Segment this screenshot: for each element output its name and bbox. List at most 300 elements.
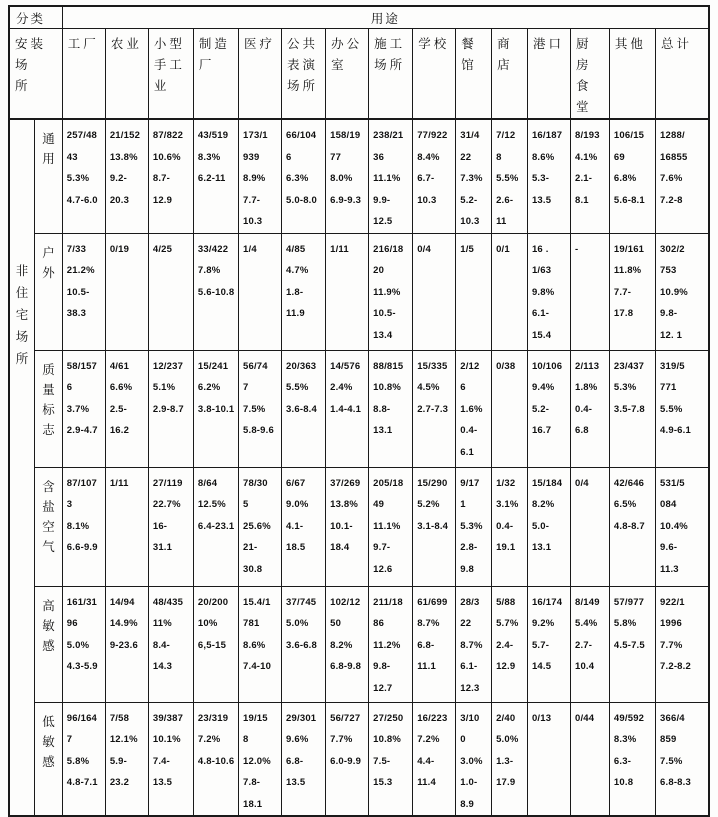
text-line: 感 xyxy=(42,638,55,653)
text-line: 1.4-4.1 xyxy=(330,403,362,415)
text-line: 8.6% xyxy=(531,151,555,163)
text-line: 37/269 xyxy=(330,477,361,489)
text-line: 6 xyxy=(66,382,73,393)
text-line: 173/1 xyxy=(243,130,268,141)
cell-low-sensitivity-total xyxy=(656,702,709,816)
text-line: 16.2 xyxy=(109,425,130,436)
cell-outdoor-kitchen-canteen xyxy=(570,233,609,350)
text-line: 10.4 xyxy=(574,661,595,672)
cell-outdoor-school xyxy=(413,233,456,350)
text-line: 制造 xyxy=(198,37,230,51)
text-line: 5.6-10.8 xyxy=(197,286,235,298)
row-label-outdoor xyxy=(35,233,63,350)
cell-quality-mark-other xyxy=(609,350,655,467)
text-line: 9-23.6 xyxy=(109,639,138,651)
text-line: 11.8% xyxy=(613,265,642,276)
text-line: 0/38 xyxy=(496,360,516,372)
text-line: 2.9-8.7 xyxy=(152,403,184,415)
text-line: 2.5- xyxy=(109,403,127,415)
text-line: 餐 xyxy=(461,37,477,51)
text-line: 厨 xyxy=(575,37,592,51)
text-line: 7.5% xyxy=(243,403,266,415)
cell-salty-air-school xyxy=(413,467,456,586)
text-line: 9.8 xyxy=(460,563,475,575)
cell-quality-mark-school xyxy=(413,350,456,467)
text-line: 小型 xyxy=(153,37,185,51)
text-line: 学校 xyxy=(418,37,450,51)
text-line: 11.1% xyxy=(373,173,401,184)
cell-salty-air-small-handicraft xyxy=(148,467,193,586)
text-line: 5.3% xyxy=(66,173,90,184)
text-line: 公共 xyxy=(287,37,319,51)
cell-low-sensitivity-port xyxy=(527,702,570,816)
cell-outdoor-manufacturing xyxy=(193,233,238,350)
cell-high-sensitivity-kitchen-canteen xyxy=(570,586,609,702)
text-line: 14/94 xyxy=(109,596,135,608)
cell-low-sensitivity-construction-site xyxy=(369,702,413,816)
text-line: 30.8 xyxy=(243,563,263,575)
text-line: 3.7% xyxy=(66,403,90,415)
text-line: 106/15 xyxy=(613,130,645,141)
text-line: 13.8% xyxy=(109,151,138,163)
cell-salty-air-kitchen-canteen xyxy=(570,467,609,586)
cell-salty-air-shop xyxy=(492,467,528,586)
text-line: 店 xyxy=(497,58,513,72)
cell-quality-mark-total xyxy=(656,350,709,467)
text-line: 5.7% xyxy=(496,618,519,629)
column-header-construction-site xyxy=(369,29,413,120)
text-line: 6.1- xyxy=(460,661,478,672)
text-line: 56/74 xyxy=(243,360,268,372)
text-line: 11.4 xyxy=(417,777,436,788)
text-line: 8.4- xyxy=(152,639,171,651)
text-line: 8.1 xyxy=(574,194,589,206)
cell-low-sensitivity-public-performance xyxy=(282,702,326,816)
text-line: 16- xyxy=(152,520,168,532)
text-line: 7/33 xyxy=(66,243,87,255)
text-line: 33/422 xyxy=(197,243,229,255)
text-line: 28/3 xyxy=(460,596,480,608)
text-line: 10.8% xyxy=(373,382,402,393)
text-line: 48/435 xyxy=(152,596,184,608)
text-line: 12.1% xyxy=(109,734,138,745)
text-line: 场 xyxy=(15,330,29,344)
text-line: 13.4 xyxy=(373,329,393,341)
text-line: 施工 xyxy=(374,37,406,51)
text-line: 7.7% xyxy=(330,734,353,745)
text-line: 319/5 xyxy=(660,360,685,372)
text-line: 38.3 xyxy=(66,308,87,319)
row-label-general xyxy=(35,119,63,233)
text-line: 1.8% xyxy=(574,382,598,393)
text-line: 20 xyxy=(373,265,385,276)
text-line: 非 xyxy=(15,264,29,278)
text-line: 10/106 xyxy=(531,360,563,372)
text-line: 5.0% xyxy=(66,639,90,651)
text-line: 1/32 xyxy=(496,477,516,489)
text-line: 8.1% xyxy=(66,520,90,532)
text-line: 2.6- xyxy=(496,194,514,206)
text-line: 用 xyxy=(42,152,55,166)
cell-low-sensitivity-restaurant xyxy=(456,702,492,816)
text-line: 922/1 xyxy=(660,596,685,608)
text-line: 158/19 xyxy=(330,130,361,141)
text-line: 6.8 xyxy=(574,425,589,436)
cell-general-shop xyxy=(492,119,528,233)
text-line: 20.3 xyxy=(109,194,130,206)
text-line: 业 xyxy=(153,79,170,93)
cell-quality-mark-manufacturing xyxy=(193,350,238,467)
text-line: 5.0% xyxy=(286,618,309,629)
column-header-office xyxy=(326,29,369,120)
text-line: 61/699 xyxy=(417,596,448,608)
text-line: 7.5- xyxy=(373,755,391,767)
text-line: 27/119 xyxy=(152,477,183,489)
cell-general-school xyxy=(413,119,456,233)
text-line: 5.2- xyxy=(460,194,478,206)
cell-quality-mark-port xyxy=(527,350,570,467)
installation-place-header-cell xyxy=(9,29,62,120)
cell-quality-mark-public-performance xyxy=(282,350,326,467)
text-line: 4/61 xyxy=(109,360,130,372)
cell-quality-mark-restaurant xyxy=(456,350,492,467)
text-line: 标 xyxy=(42,402,55,417)
cell-outdoor-public-performance xyxy=(282,233,326,350)
text-line: 6.8% xyxy=(613,173,637,184)
text-line: 9.8- xyxy=(373,661,391,672)
text-line: 753 xyxy=(660,265,677,276)
text-line: 感 xyxy=(42,754,55,769)
text-line: 15.4 xyxy=(531,329,552,341)
text-line: 1996 xyxy=(660,618,682,629)
text-line: 859 xyxy=(660,734,677,745)
cell-salty-air-medical xyxy=(239,467,282,586)
text-line: 10.8 xyxy=(613,777,634,788)
text-line: 22 xyxy=(460,151,472,163)
cell-salty-air-construction-site xyxy=(369,467,413,586)
cell-outdoor-total xyxy=(656,233,709,350)
text-line: 7/58 xyxy=(109,712,130,724)
cell-general-total xyxy=(656,119,709,233)
text-line: 5.8-9.6 xyxy=(243,425,274,436)
text-line: 6.6-9.9 xyxy=(66,542,98,553)
text-line: 工厂 xyxy=(67,37,99,51)
text-line: 4.1- xyxy=(286,520,304,532)
cell-high-sensitivity-construction-site xyxy=(369,586,413,702)
cell-outdoor-factory xyxy=(62,233,105,350)
text-line: 7.4- xyxy=(152,755,171,767)
text-line: 88/815 xyxy=(373,360,404,372)
cell-quality-mark-agriculture xyxy=(105,350,148,467)
text-line: 78/30 xyxy=(243,477,268,489)
table-body xyxy=(9,119,709,816)
text-line: 0/19 xyxy=(109,243,130,255)
text-line: 3.1% xyxy=(496,499,519,510)
text-line: 8.0% xyxy=(330,173,353,184)
cell-low-sensitivity-school xyxy=(413,702,456,816)
text-line: 场所 xyxy=(287,79,319,93)
text-line: 13.1 xyxy=(531,542,552,553)
cell-high-sensitivity-port xyxy=(527,586,570,702)
text-line: 0/44 xyxy=(574,712,595,724)
text-line: 9.6% xyxy=(286,734,309,745)
text-line: 5.4% xyxy=(574,618,598,629)
text-line: 6.6% xyxy=(109,382,133,393)
text-line: 18.1 xyxy=(243,798,263,810)
text-line: 20/363 xyxy=(286,360,317,372)
text-line: 19/161 xyxy=(613,243,645,255)
text-line: 9.8- xyxy=(660,308,678,319)
text-line: 7 xyxy=(66,734,73,745)
text-line: 11.1 xyxy=(417,661,436,672)
text-line: 1.6% xyxy=(460,403,483,415)
cell-salty-air-restaurant xyxy=(456,467,492,586)
text-line: 10.8% xyxy=(373,734,402,745)
cell-salty-air-agriculture xyxy=(105,467,148,586)
text-line: 8.9 xyxy=(460,798,475,810)
text-line: 10.5- xyxy=(66,286,90,298)
text-line: 22 xyxy=(460,618,472,629)
text-line: 19/15 xyxy=(243,712,268,724)
text-line: 12.6 xyxy=(373,563,393,575)
text-line: 6.9-9.3 xyxy=(330,194,362,206)
cell-general-kitchen-canteen xyxy=(570,119,609,233)
text-line: 17.9 xyxy=(496,777,516,788)
text-line: 2/113 xyxy=(574,360,600,372)
text-line: 39/387 xyxy=(152,712,184,724)
group-label-text xyxy=(10,260,34,370)
text-line: 6 xyxy=(286,151,292,163)
text-line: 8 xyxy=(243,734,249,745)
cell-salty-air-other xyxy=(609,467,655,586)
text-line: 3.0% xyxy=(460,755,483,767)
text-line: 盐 xyxy=(42,499,55,514)
text-line: 场所 xyxy=(374,58,406,72)
cell-quality-mark-kitchen-canteen xyxy=(570,350,609,467)
table-row-general xyxy=(9,119,709,233)
text-line: 12.3 xyxy=(460,682,480,694)
text-line: 4.8-10.6 xyxy=(197,755,235,767)
text-line: 10.6% xyxy=(152,151,181,163)
cell-quality-mark-office xyxy=(326,350,369,467)
text-line: 12.9 xyxy=(152,194,173,206)
text-line: 8.7% xyxy=(460,639,483,651)
text-line: 4.1% xyxy=(574,151,598,163)
column-header-shop xyxy=(492,29,528,120)
text-line: 11% xyxy=(152,618,172,629)
cell-quality-mark-shop xyxy=(492,350,528,467)
text-line: 8.3% xyxy=(613,734,637,745)
cell-general-public-performance xyxy=(282,119,326,233)
text-line: 6,5-15 xyxy=(197,639,227,651)
text-line: 室 xyxy=(331,58,347,72)
text-line: 21- xyxy=(243,542,258,553)
text-line: 8.3% xyxy=(197,151,221,163)
text-line: 96 xyxy=(66,618,78,629)
text-line: 5.7- xyxy=(531,639,550,651)
text-line: 939 xyxy=(243,151,260,163)
text-line: 15/290 xyxy=(417,477,448,489)
cell-high-sensitivity-agriculture xyxy=(105,586,148,702)
text-line: 13.5 xyxy=(152,777,173,788)
text-line: 3/10 xyxy=(460,712,480,724)
text-line: 257/48 xyxy=(66,130,98,141)
text-line: 10.4% xyxy=(660,520,688,532)
text-line: 2/40 xyxy=(496,712,516,724)
table-row-high-sensitivity xyxy=(9,586,709,702)
cell-high-sensitivity-public-performance xyxy=(282,586,326,702)
text-line: 4.8-7.1 xyxy=(66,777,98,788)
cell-high-sensitivity-shop xyxy=(492,586,528,702)
text-line: 所 xyxy=(15,79,31,93)
row-label-high-sensitivity xyxy=(35,586,63,702)
header-title-row xyxy=(9,6,709,29)
text-line: 0/4 xyxy=(574,477,589,489)
text-line: 手工 xyxy=(153,58,185,72)
cell-outdoor-agriculture xyxy=(105,233,148,350)
text-line: 5.2- xyxy=(531,403,550,415)
text-line: 87/822 xyxy=(152,130,184,141)
text-line: 5.0- xyxy=(531,520,550,532)
text-line: 49 xyxy=(373,499,385,510)
text-line: 7.2% xyxy=(197,734,221,745)
text-line: 9.6- xyxy=(660,542,678,553)
text-line: 馆 xyxy=(461,58,477,72)
text-line: 31.1 xyxy=(152,542,173,553)
cell-general-port xyxy=(527,119,570,233)
text-line: 低 xyxy=(42,714,55,729)
text-line: 27/250 xyxy=(373,712,404,724)
text-line: 16/223 xyxy=(417,712,448,724)
text-line: 10.3 xyxy=(243,216,263,227)
text-line: 堂 xyxy=(575,100,592,114)
cell-quality-mark-construction-site xyxy=(369,350,413,467)
text-line: 6 xyxy=(460,382,466,393)
cell-low-sensitivity-medical xyxy=(239,702,282,816)
text-line: 其他 xyxy=(614,37,646,51)
text-line: 4.7-6.0 xyxy=(66,194,98,206)
text-line: 31/4 xyxy=(460,130,480,141)
text-line: 21.2% xyxy=(66,265,95,276)
text-line: 12.0% xyxy=(243,755,271,767)
text-line: 0 xyxy=(460,734,466,745)
text-line: 19.1 xyxy=(496,542,516,553)
text-line: 8/64 xyxy=(197,477,218,489)
cell-salty-air-public-performance xyxy=(282,467,326,586)
text-line: 5.2% xyxy=(417,499,440,510)
text-line: 0.4- xyxy=(496,520,514,532)
text-line: 15/241 xyxy=(197,360,229,372)
text-line: 1.3- xyxy=(496,755,514,767)
text-line: 14.9% xyxy=(109,618,138,629)
text-line: 8.7% xyxy=(417,618,440,629)
text-line: 13.1 xyxy=(373,425,393,436)
text-line: 4.8-8.7 xyxy=(613,520,645,532)
cell-low-sensitivity-shop xyxy=(492,702,528,816)
text-line: 高 xyxy=(42,598,55,613)
cell-general-construction-site xyxy=(369,119,413,233)
text-line: 4.4- xyxy=(417,755,435,767)
text-line: - xyxy=(574,243,579,255)
text-line: 2.4% xyxy=(330,382,353,393)
usage-header-cell: 用途 xyxy=(62,6,709,29)
text-line: 7.5% xyxy=(660,755,683,767)
text-line: 69 xyxy=(613,151,625,163)
text-line: 商 xyxy=(497,37,513,51)
text-line: 0/13 xyxy=(531,712,552,724)
text-line: 16/174 xyxy=(531,596,563,608)
text-line: 211/18 xyxy=(373,596,403,608)
text-line: 10.1- xyxy=(330,520,353,532)
text-line: 18.4 xyxy=(330,542,350,553)
text-line: 6.3- xyxy=(613,755,632,767)
text-line: 37/745 xyxy=(286,596,317,608)
text-line: 11.3 xyxy=(660,563,679,575)
text-line: 2.1- xyxy=(574,173,593,184)
text-line: 5/88 xyxy=(496,596,516,608)
text-line: 43 xyxy=(66,151,78,163)
text-line: 6.5% xyxy=(613,499,637,510)
text-line: 7.6% xyxy=(660,173,683,184)
column-header-agriculture xyxy=(105,29,148,120)
text-line: 9.2% xyxy=(531,618,555,629)
text-line: 7.7- xyxy=(613,286,632,298)
text-line: 7.2-8 xyxy=(660,194,683,206)
text-line: 3.6-6.8 xyxy=(286,639,318,651)
text-line: 户 xyxy=(42,245,55,260)
text-line: 4/85 xyxy=(286,243,306,255)
text-line: 5.0% xyxy=(496,734,519,745)
cell-outdoor-office xyxy=(326,233,369,350)
text-line: 7.2-8.2 xyxy=(660,661,691,672)
cell-salty-air-manufacturing xyxy=(193,467,238,586)
text-line: 8/193 xyxy=(574,130,600,141)
text-line: 0.4- xyxy=(460,425,478,436)
text-line: 5.5% xyxy=(660,403,683,415)
cell-general-other xyxy=(609,119,655,233)
cell-outdoor-restaurant xyxy=(456,233,492,350)
text-line: 36 xyxy=(373,151,385,163)
text-line: 2.9-4.7 xyxy=(66,425,98,436)
text-line: 13.8% xyxy=(330,499,359,510)
text-line: 366/4 xyxy=(660,712,685,724)
cell-general-factory xyxy=(62,119,105,233)
text-line: 2/12 xyxy=(460,360,480,372)
text-line: 4.3-5.9 xyxy=(66,661,98,672)
text-line: 77 xyxy=(330,151,342,163)
cell-general-office xyxy=(326,119,369,233)
text-line: 8.6% xyxy=(243,639,266,651)
text-line: 13.5 xyxy=(531,194,552,206)
text-line: 58/157 xyxy=(66,360,98,372)
text-line: 16 . xyxy=(531,243,549,255)
cell-high-sensitivity-medical xyxy=(239,586,282,702)
text-line: 15.4/1 xyxy=(243,596,271,608)
text-line: 7.2% xyxy=(417,734,440,745)
text-line: 8/149 xyxy=(574,596,600,608)
text-line: 12.7 xyxy=(373,682,393,694)
text-line: 66/104 xyxy=(286,130,317,141)
cell-general-small-handicraft xyxy=(148,119,193,233)
text-line: 5.6-8.1 xyxy=(613,194,645,206)
text-line: 1.8- xyxy=(286,286,304,298)
text-line: 6.1- xyxy=(531,308,550,319)
cell-quality-mark-small-handicraft xyxy=(148,350,193,467)
text-line: 7.8- xyxy=(243,777,261,788)
text-line: 16.7 xyxy=(531,425,552,436)
text-line: 11 xyxy=(496,216,507,227)
cell-low-sensitivity-factory xyxy=(62,702,105,816)
